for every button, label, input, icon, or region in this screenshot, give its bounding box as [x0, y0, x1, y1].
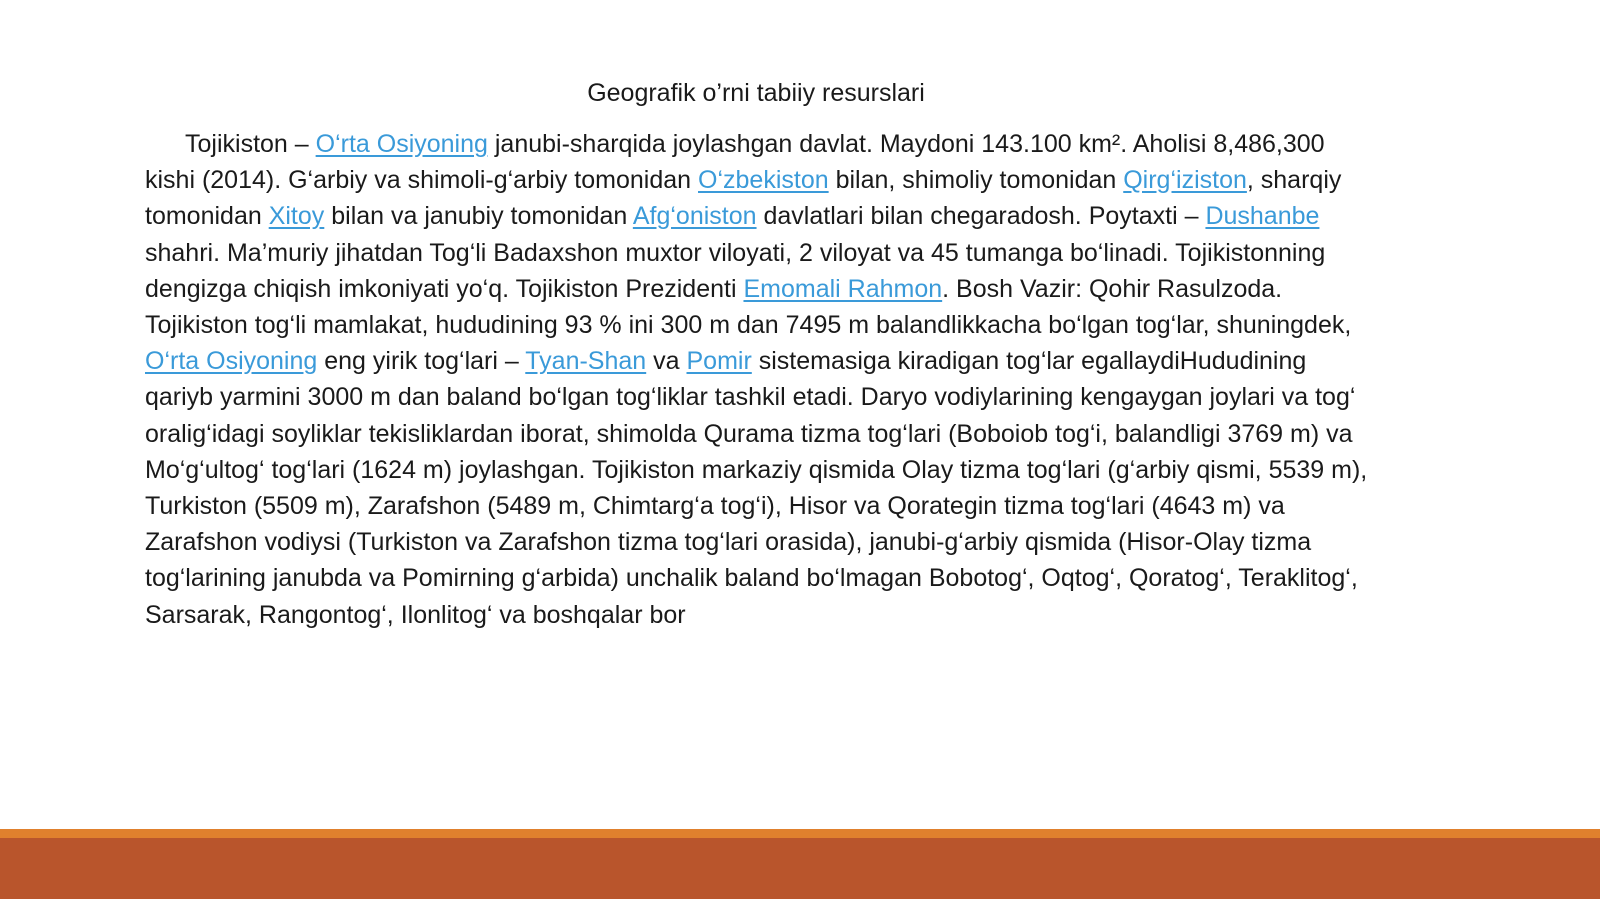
paragraph-text: Tojikiston – — [185, 130, 316, 158]
paragraph-text: sistemasiga kiradigan tog‘lar egallaydiHududining qariyb yarmini 3000 m dan baland bo‘lgan tog‘liklar tashkil etadi. Daryo vodiylarining kengaygan joylari va tog‘ oralig‘idagi soyliklar tekisliklardan iborat, shimolda Qurama tizma tog‘lari (Boboiob tog‘i, balandligi 3769 m) va Mo‘g‘ultog‘ tog‘lari (1624 m) joylashgan. Tojikiston markaziy qismida Olay tizma tog‘lari (g‘arbiy qismi, 5539 m), Turkiston (5509 m), Zarafshon (5489 m, Chimtarg‘a tog‘i), Hisor va Qorategin tizma tog‘lari (4643 m) va Zarafshon vodiysi (Turkiston va Zarafshon tizma tog‘lari orasida), janubi-g‘arbiy qismida (Hisor-Olay tizma tog‘larining janubda va Pomirning g‘arbida) unchalik baland bo‘lmagan Bobotog‘, Oqtog‘, Qoratog‘, Teraklitog‘, Sarsarak, Rangontog‘, Ilonlitog‘ va boshqalar bor — [145, 347, 1368, 629]
bottom-decor-stripe — [0, 829, 1600, 838]
paragraph-text: bilan, shimoliy tomonidan — [828, 166, 1124, 195]
paragraph-text: shahri. Ma’muriy jihatdan Tog‘li Badaxshon muxtor viloyati, 2 viloyat va 45 tumanga bo‘linadi. Tojikistonning dengizga chiqish imkoniyati yo‘q. Tojikiston Prezidenti — [145, 238, 1326, 303]
link-xitoy[interactable]: Xitoy — [268, 202, 325, 231]
paragraph-text: . Bosh Vazir: Qohir Rasulzoda. Tojikiston tog‘li mamlakat, hududining 93 % ini 300 m dan 7495 m balandlikkacha bo‘lgan tog‘lar, shuningdek, — [145, 274, 1352, 340]
link-o-rta-osiyoning[interactable]: O‘rta Osiyoning — [145, 347, 318, 376]
bottom-decor-band — [0, 829, 1600, 899]
paragraph-text: janubi-sharqida joylashgan davlat. Maydoni 143.100 km². Aholisi 8,486,300 kishi (2014). G‘arbiy va shimoli-g‘arbiy tomonidan — [145, 130, 1325, 195]
link-emomali-rahmon[interactable]: Emomali Rahmon — [743, 274, 943, 303]
link-tyan-shan[interactable]: Tyan-Shan — [525, 347, 647, 376]
link-pomir[interactable]: Pomir — [686, 347, 752, 376]
paragraph-text: , sharqiy tomonidan — [145, 166, 1342, 231]
link-dushanbe[interactable]: Dushanbe — [1205, 202, 1320, 231]
paragraph-text: davlatlari bilan chegaradosh. Poytaxti – — [756, 202, 1206, 231]
paragraph-text: va — [646, 347, 687, 376]
paragraph-text: eng yirik tog‘lari – — [317, 347, 526, 376]
link-o-rta-osiyoning[interactable]: O‘rta Osiyoning — [315, 130, 488, 158]
paragraph-text: bilan va janubiy tomonidan — [324, 202, 633, 231]
link-afg-oniston[interactable]: Afg‘oniston — [632, 202, 757, 231]
link-qirg-iziston[interactable]: Qirg‘iziston — [1123, 166, 1247, 195]
body-paragraph — [145, 126, 1370, 633]
slide-title: Geografik o’rni tabiiy resurslari — [587, 79, 925, 107]
link-o-zbekiston[interactable]: O‘zbekiston — [698, 166, 829, 195]
